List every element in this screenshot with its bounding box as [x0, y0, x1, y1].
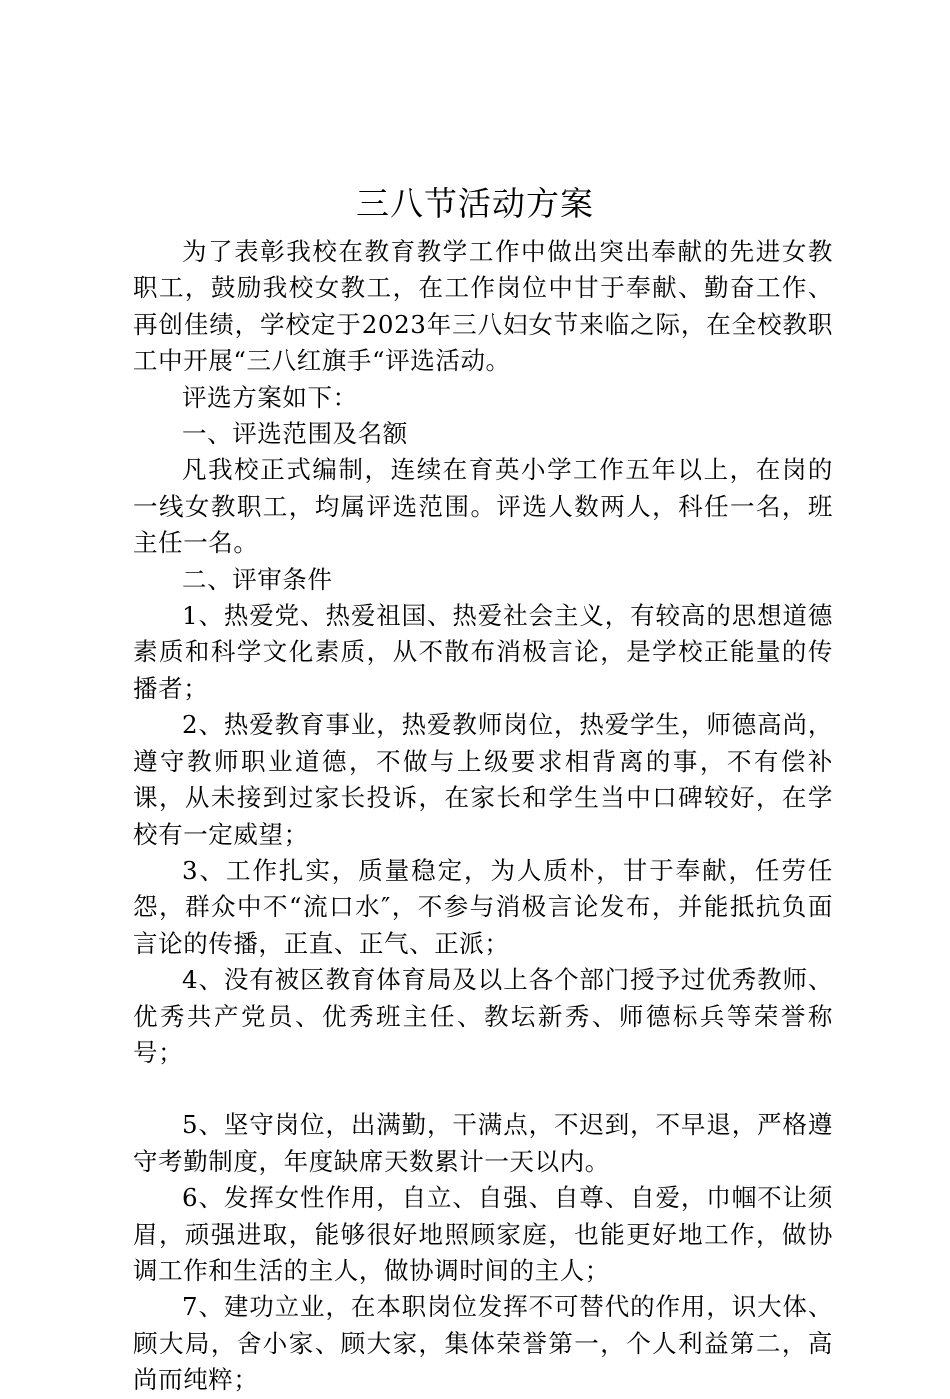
- criteria-item-3: 3、工作扎实，质量稳定，为人质朴，甘于奉献，任劳任怨，群众中不“流口水″，不参与消极言论发布，并能抵抗负面言论的传播，正直、正气、正派；: [133, 855, 833, 958]
- intro-paragraph: 为了表彰我校在教育教学工作中做出突出奉献的先进女教职工，鼓励我校女教工，在工作岗位中甘于奉献、勤奋工作、再创佳绩，学校定于2023年三八妇女节来临之际，在全校教职工中开展“三八红旗手“评选活动。: [133, 237, 833, 376]
- criteria-item-7: 7、建功立业，在本职岗位发挥不可替代的作用，识大体、顾大局，舍小家、顾大家，集体荣誉第一，个人利益第二，高尚而纯粹；: [133, 1292, 833, 1395]
- section-heading-scope: 一、评选范围及名额: [182, 419, 408, 449]
- section-heading-criteria: 二、评审条件: [182, 564, 333, 594]
- criteria-item-2: 2、热爱教育事业，热爱教师岗位，热爱学生，师德高尚，遵守教师职业道德，不做与上级要求相背离的事，不有偿补课，从未接到过家长投诉，在家长和学生当中口碑较好，在学校有一定威望；: [133, 710, 833, 849]
- criteria-item-1: 1、热爱党、热爱祖国、热爱社会主义，有较高的思想道德素质和科学文化素质，从不散布消极言论，是学校正能量的传播者；: [133, 601, 833, 703]
- scope-paragraph: 凡我校正式编制，连续在育英小学工作五年以上，在岗的一线女教职工，均属评选范围。评选人数两人，科任一名，班主任一名。: [133, 455, 833, 558]
- criteria-item-6: 6、发挥女性作用，自立、自强、自尊、自爱，巾帼不让须眉，顽强进取，能够很好地照顾家庭，也能更好地工作，做协调工作和生活的主人，做协调时间的主人；: [133, 1183, 833, 1285]
- criteria-item-4: 4、没有被区教育体育局及以上各个部门授予过优秀教师、优秀共产党员、优秀班主任、教坛新秀、师德标兵等荣誉称号；: [133, 965, 833, 1067]
- plan-heading: 评选方案如下：: [182, 382, 358, 412]
- document-title: 三八节活动方案: [356, 184, 594, 223]
- document-body: [133, 234, 833, 1399]
- criteria-item-5: 5、坚守岗位，出满勤，干满点，不迟到，不早退，严格遵守考勤制度，年度缺席天数累计一天以内。: [133, 1110, 833, 1176]
